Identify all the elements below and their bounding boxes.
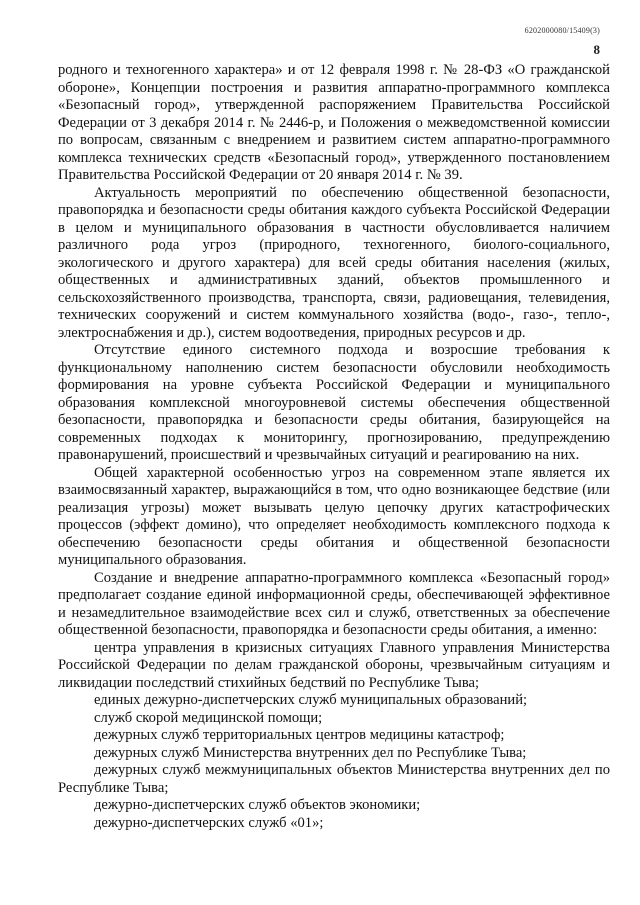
list-item: дежурно-диспетчерских служб «01»; [94, 814, 324, 831]
page-number: 8 [593, 42, 600, 57]
document-code: 6202000080/15409(3) [524, 26, 600, 35]
list-item: единых дежурно-диспетчерских служб муниципальных образований; [94, 692, 528, 708]
paragraph: Актуальность мероприятий по обеспечению общественной безопасности, правопорядка и безопасности среды обитания каждого субъекта Российской Федерации в целом и муниципального образования в частности обусловливается наличием различного рода угроз (природного, техногенного, биолого-социального, экологического и другого характера) для всей среды обитания населения (жилых, общественных и административных зданий, объектов промышленного и сельскохозяйственного производства, транспорта, связи, радиовещания, телевидения, технических сооружений и систем коммунального хозяйства (водо-, газо-, тепло-, электроснабжения и др.), систем водоотведения, природных ресурсов и др. [58, 184, 610, 341]
page-body [58, 62, 610, 832]
paragraph: родного и техногенного характера» и от 12 февраля 1998 г. № 28-ФЗ «О гражданской обороне», Концепции построения и развития аппаратно-программного комплекса «Безопасный город», утвержденной распоряжением Правительства Российской Федерации от 3 декабря 2014 г. № 2446-р, и Положения о межведомственной комиссии по вопросам, связанным с внедрением и развитием систем аппаратно-программного комплекса технических средств «Безопасный город», утвержденного постановлением Правительства Российской Федерации от 20 января 2014 г. № 39. [58, 62, 610, 183]
list-item: дежурных служб межмуниципальных объектов Министерства внутренних дел по Республике Тыва; [58, 762, 610, 796]
list-item: дежурно-диспетчерских служб объектов экономики; [94, 797, 421, 813]
paragraph: Создание и внедрение аппаратно-программного комплекса «Безопасный город» предполагает создание единой информационной среды, обеспечивающей эффективное и незамедлительное взаимодействие всех сил и служб, ответственных за обеспечение общественной безопасности, правопорядка и безопасности среды обитания, а именно: [58, 569, 610, 638]
list-item: центра управления в кризисных ситуациях Главного управления Министерства Российской Федерации по делам гражданской обороны, чрезвычайным ситуациям и ликвидации последствий стихийных бедствий по Республике Тыва; [58, 639, 610, 691]
list-item: дежурных служб территориальных центров медицины катастроф; [94, 727, 505, 743]
paragraph: Отсутствие единого системного подхода и возросшие требования к функциональному наполнению систем безопасности обусловили необходимость формирования на уровне субъекта Российской Федерации и муниципального образования комплексной многоуровневой системы обеспечения общественной безопасности, правопорядка и безопасности среды обитания, базирующейся на современных подходах к мониторингу, прогнозированию, предупреждению правонарушений, происшествий и чрезвычайных ситуаций и реагированию на них. [58, 342, 610, 463]
paragraph: Общей характерной особенностью угроз на современном этапе является их взаимосвязанный характер, выражающийся в том, что одно возникающее бедствие (или реализация угрозы) может вызывать целую цепочку других катастрофических процессов (эффект домино), что определяет необходимость комплексного подхода к обеспечению безопасности среды обитания и общественной безопасности муниципального образования. [58, 464, 610, 568]
list-item: служб скорой медицинской помощи; [94, 709, 323, 726]
list-item: дежурных служб Министерства внутренних дел по Республике Тыва; [94, 744, 527, 761]
